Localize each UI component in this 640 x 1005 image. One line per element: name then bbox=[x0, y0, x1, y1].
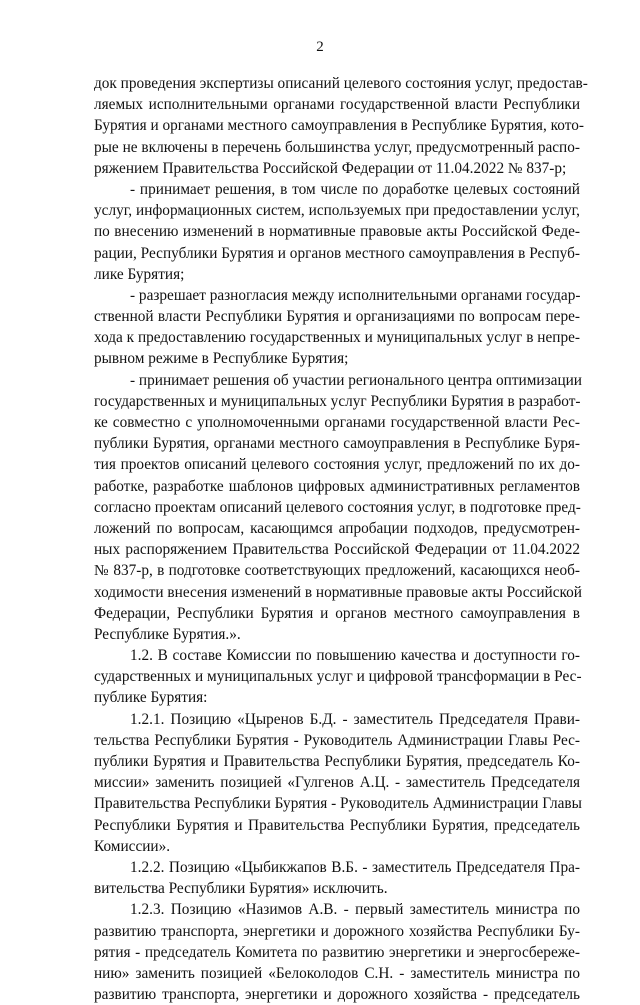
text-line: Республики Бурятия и Правительства Республики Бурятия, председатель bbox=[94, 816, 580, 834]
text-line: тельства Республики Бурятия - Руководитель Администрации Главы Рес- bbox=[94, 731, 580, 749]
text-line: публике Бурятия: bbox=[94, 689, 208, 707]
text-line: лике Бурятия; bbox=[94, 265, 185, 283]
text-line: док проведения экспертизы описаний целевого состояния услуг, предостав- bbox=[94, 75, 588, 92]
text-line: 1.2.3. Позицию «Назимов А.В. - первый заместитель министра по bbox=[130, 901, 580, 919]
text-line: рятия - председатель Комитета по развитию энергетики и энергосбереже- bbox=[94, 943, 580, 961]
text-line: хода к предоставлению государственных и муниципальных услуг в непре- bbox=[94, 329, 580, 347]
text-line: Правительства Республики Бурятия - Руководитель Администрации Главы bbox=[94, 795, 582, 813]
text-line: Республике Бурятия.». bbox=[94, 625, 241, 643]
text-line: миссии» заменить позицией «Гулгенов А.Ц. - заместитель Председателя bbox=[94, 774, 580, 792]
text-line: № 837-р, в подготовке соответствующих предложений, касающихся необ- bbox=[94, 562, 580, 580]
text-line: Федерации, Республики Бурятия и органов местного самоуправления в bbox=[94, 604, 580, 622]
text-line: рые не включены в перечень большинства услуг, предусмотренный распо- bbox=[94, 138, 580, 156]
text-line: - принимает решения об участии регионального центра оптимизации bbox=[130, 371, 582, 389]
text-line: Бурятия и органами местного самоуправления в Республике Бурятия, кото- bbox=[94, 117, 584, 135]
text-line: Комиссии». bbox=[94, 837, 171, 855]
text-line: - принимает решения, в том числе по доработке целевых состояний bbox=[130, 180, 580, 198]
text-line: работке, разработке шаблонов цифровых административных регламентов bbox=[94, 477, 580, 495]
text-line: 1.2.1. Позицию «Цыренов Б.Д. - заместитель Председателя Прави- bbox=[130, 710, 580, 728]
text-line: вительства Республики Бурятия» исключить. bbox=[94, 880, 388, 898]
text-line: государственных и муниципальных услуг Республики Бурятия в разработ- bbox=[94, 392, 581, 410]
text-line: ных распоряжением Правительства Российской Федерации от 11.04.2022 bbox=[94, 541, 580, 559]
text-line: согласно проектам описаний целевого состояния услуг, в подготовке пред- bbox=[94, 498, 581, 516]
text-line: ляемых исполнительными органами государственной власти Республики bbox=[94, 96, 580, 114]
text-line: публики Бурятия, органами местного самоуправления в Республике Буря- bbox=[94, 435, 580, 453]
text-line: публики Бурятия и Правительства Республики Бурятия, председатель Ко- bbox=[94, 753, 580, 770]
text-line: рывном режиме в Республике Бурятия; bbox=[94, 350, 349, 368]
text-line: 1.2.2. Позицию «Цыбикжапов В.Б. - заместитель Председателя Пра- bbox=[130, 858, 580, 876]
page-number: 2 bbox=[316, 39, 324, 55]
document-body bbox=[94, 73, 588, 1005]
text-line: ряжением Правительства Российской Федерации от 11.04.2022 № 837-р; bbox=[94, 159, 567, 177]
text-line: 1.2. В составе Комиссии по повышению качества и доступности го- bbox=[130, 647, 580, 665]
text-line: ходимости внесения изменений в нормативные правовые акты Российской bbox=[94, 583, 582, 601]
text-line: нию» заменить позицией «Белоколодов С.Н. - заместитель министра по bbox=[94, 964, 580, 982]
text-line: ложений по вопросам, касающимся апробации подходов, предусмотрен- bbox=[94, 519, 580, 537]
text-line: тия проектов описаний целевого состояния услуг, предложений по их до- bbox=[94, 456, 580, 474]
text-line: по внесению изменений в нормативные правовые акты Российской Феде- bbox=[94, 223, 580, 241]
text-line: рации, Республики Бурятия и органов местного самоуправления в Респуб- bbox=[94, 244, 580, 262]
text-line: сударственных и муниципальных услуг и цифровой трансформации в Рес- bbox=[94, 668, 582, 686]
text-line: ственной власти Республики Бурятия и организациями по вопросам пере- bbox=[94, 308, 580, 326]
text-line: ке совместно с уполномоченными органами государственной власти Рес- bbox=[94, 414, 580, 431]
text-line: - разрешает разногласия между исполнительными органами государ- bbox=[130, 286, 581, 304]
text-line: услуг, информационных систем, используемых при предоставлении услуг, bbox=[94, 202, 580, 220]
text-line: развитию транспорта, энергетики и дорожного хозяйства - председатель bbox=[94, 986, 580, 1004]
text-line: развитию транспорта, энергетики и дорожного хозяйства Республики Бу- bbox=[94, 922, 580, 940]
